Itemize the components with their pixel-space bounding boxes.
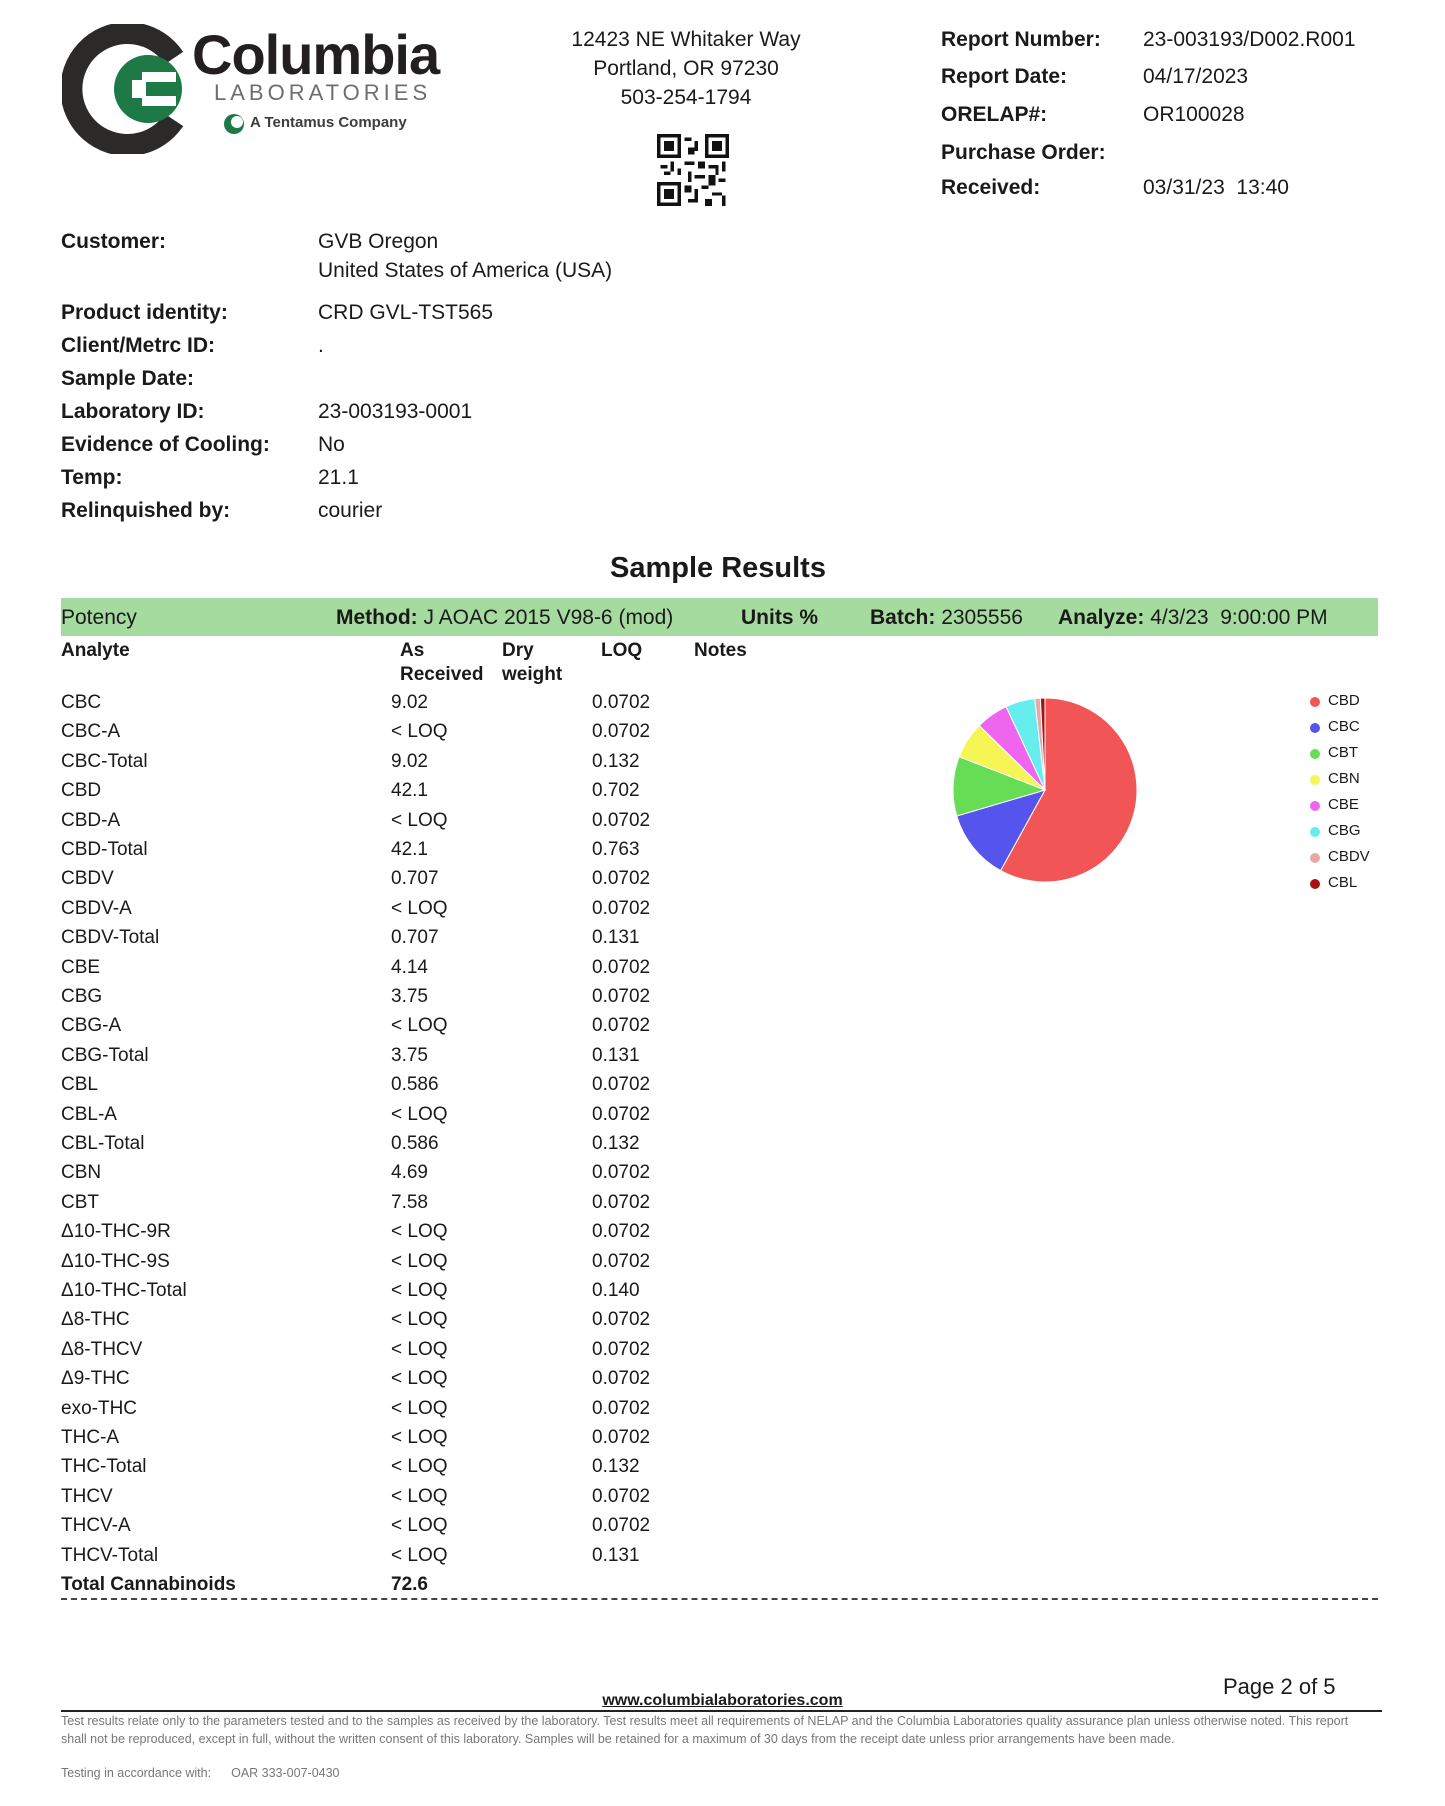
disclaimer-text: Test results relate only to the parameters tested and to the samples as received by the laboratory. Test results meet all requirements of NELAP and the Columbia Laboratories quality assurance plan unless otherwise noted. This report shall not be reproduced, except in full, without the written consent of this laboratory. Samples will be retained for a maximum of 30 days from the receipt date unless prior arrangements have been made.: [61, 1714, 1349, 1746]
analyte-cell: CBC-Total: [61, 750, 148, 772]
legend-label: CBL: [1328, 874, 1358, 891]
orelap-label: ORELAP#:: [941, 103, 1048, 126]
legend-label: CBC: [1328, 718, 1360, 735]
as-received-cell: < LOQ: [391, 1250, 448, 1272]
legend-item-cbc: [1300, 718, 1390, 744]
legend-item-cbdv: [1300, 848, 1390, 874]
cooling-value: No: [318, 433, 345, 456]
as-received-cell: 42.1: [391, 839, 428, 860]
product-identity-label: Product identity:: [61, 301, 228, 324]
loq-cell: 0.0702: [592, 897, 651, 919]
legend-label: CBE: [1328, 796, 1359, 813]
loq-cell: 0.0702: [592, 1515, 651, 1537]
batch-value: 2305556: [941, 606, 1023, 629]
analyte-cell: CBL: [61, 1074, 98, 1096]
loq-cell: 0.0702: [592, 1015, 651, 1037]
analyte-cell: Δ8-THC: [61, 1309, 130, 1331]
loq-cell: 0.132: [592, 750, 640, 772]
customer-name: GVB Oregon: [318, 230, 439, 253]
table-row: [61, 1015, 761, 1044]
loq-cell: 0.0702: [592, 1309, 651, 1331]
as-received-cell: < LOQ: [391, 1485, 448, 1507]
legend-dot-icon: [1310, 749, 1320, 759]
table-row: [61, 1545, 761, 1574]
loq-cell: 0.702: [592, 780, 640, 802]
table-row: [61, 780, 761, 809]
legend-item-cbe: [1300, 796, 1390, 822]
analyte-cell: CBG-Total: [61, 1044, 149, 1066]
sample-date-label: Sample Date:: [61, 367, 195, 390]
analyte-cell: CBL-Total: [61, 1133, 145, 1154]
analyte-cell: CBG-A: [61, 1015, 122, 1037]
table-row: [61, 927, 761, 956]
table-row: [61, 1074, 761, 1103]
as-received-cell: 0.586: [391, 1133, 439, 1154]
loq-cell: 0.0702: [592, 1368, 651, 1390]
analyte-cell: Δ9-THC: [61, 1368, 130, 1390]
loq-cell: 0.0702: [592, 1338, 651, 1360]
temp-value: 21.1: [318, 466, 359, 489]
table-row: [61, 868, 761, 897]
lab-address-street: 12423 NE Whitaker Way: [571, 28, 801, 51]
loq-cell: 0.0702: [592, 1427, 651, 1448]
analyte-cell: THCV-Total: [61, 1544, 159, 1566]
table-row: [61, 1192, 761, 1221]
as-received-cell: 4.69: [391, 1162, 428, 1184]
legend-dot-icon: [1310, 697, 1320, 707]
report-date-value: 04/17/2023: [1143, 65, 1249, 88]
table-row: [61, 986, 761, 1015]
as-received-cell: 9.02: [391, 750, 428, 772]
table-row: [61, 1221, 761, 1250]
loq-cell: 0.0702: [592, 1397, 651, 1419]
col-as-received-2: Received: [400, 664, 484, 685]
as-received-cell: 0.707: [391, 868, 439, 890]
page-number: Page 2 of 5: [1223, 1674, 1336, 1699]
as-received-cell: < LOQ: [391, 1397, 448, 1419]
purchase-order-label: Purchase Order:: [941, 141, 1106, 164]
as-received-cell: 9.02: [391, 692, 428, 713]
analyte-cell: Δ10-THC-9S: [61, 1250, 170, 1272]
report-number-value: 23-003193/D002.R001: [1143, 28, 1356, 51]
table-row: [61, 751, 761, 780]
units-label: Units %: [741, 606, 819, 629]
legend-item-cbd: [1300, 692, 1390, 718]
loq-cell: 0.0702: [592, 1221, 651, 1243]
analyte-cell: Δ8-THCV: [61, 1338, 143, 1360]
table-row: [61, 721, 761, 750]
analyte-cell: CBL-A: [61, 1103, 117, 1125]
legend-dot-icon: [1310, 827, 1320, 837]
as-received-cell: 3.75: [391, 986, 428, 1007]
analyte-cell: exo-THC: [61, 1397, 138, 1419]
as-received-cell: < LOQ: [391, 1103, 448, 1125]
analyte-cell: THC-A: [61, 1427, 120, 1448]
table-row: [61, 810, 761, 839]
table-row: [61, 1104, 761, 1133]
as-received-cell: < LOQ: [391, 1015, 448, 1037]
table-row: [61, 957, 761, 986]
analyte-cell: CBE: [61, 956, 101, 978]
as-received-cell: < LOQ: [391, 1544, 448, 1566]
table-divider: [61, 1598, 1378, 1600]
legend-label: CBG: [1328, 822, 1361, 839]
analyte-cell: CBG: [61, 986, 103, 1007]
table-row: [61, 1309, 761, 1338]
loq-cell: 0.0702: [592, 721, 651, 743]
table-row: [61, 1368, 761, 1397]
logo-tagline: A Tentamus Company: [250, 114, 407, 131]
legend-label: CBDV: [1328, 848, 1370, 865]
table-row: [61, 1162, 761, 1191]
table-row: [61, 692, 761, 721]
relinquished-label: Relinquished by:: [61, 499, 231, 522]
report-number-label: Report Number:: [941, 28, 1101, 51]
legend-dot-icon: [1310, 853, 1320, 863]
col-analyte: Analyte: [61, 640, 130, 661]
customer-label: Customer:: [61, 230, 167, 253]
received-value: 03/31/23 13:40: [1143, 176, 1289, 199]
potency-pie-chart: [940, 680, 1200, 900]
legend-item-cbt: [1300, 744, 1390, 770]
loq-cell: 0.132: [592, 1456, 640, 1478]
legend-dot-icon: [1310, 775, 1320, 785]
analyte-cell: CBC-A: [61, 721, 121, 743]
analyze-label: Analyze:: [1058, 606, 1145, 629]
legend-dot-icon: [1310, 723, 1320, 733]
method-value: J AOAC 2015 V98-6 (mod): [423, 606, 674, 629]
analyte-cell: CBT: [61, 1191, 99, 1213]
table-row: [61, 1133, 761, 1162]
table-row: [61, 1251, 761, 1280]
loq-cell: 0.140: [592, 1280, 640, 1301]
analyte-cell: CBDV: [61, 868, 114, 890]
analyte-cell: THCV-A: [61, 1515, 131, 1537]
as-received-cell: < LOQ: [391, 721, 448, 743]
method-info: [336, 606, 673, 630]
table-row: [61, 1398, 761, 1427]
cooling-label: Evidence of Cooling:: [61, 433, 270, 456]
batch-info: [870, 606, 1023, 630]
col-loq: LOQ: [601, 640, 643, 661]
loq-cell: 0.131: [592, 927, 640, 949]
table-row: [61, 898, 761, 927]
laboratory-id-label: Laboratory ID:: [61, 400, 205, 423]
method-label: Method:: [336, 606, 418, 629]
received-label: Received:: [941, 176, 1041, 199]
loq-cell: 0.0702: [592, 692, 651, 713]
as-received-cell: 42.1: [391, 780, 428, 802]
lab-phone: 503-254-1794: [620, 86, 752, 109]
client-metrc-label: Client/Metrc ID:: [61, 334, 216, 357]
batch-label: Batch:: [870, 606, 936, 629]
as-received-cell: 3.75: [391, 1044, 428, 1066]
compliance-value: OAR 333-007-0430: [231, 1766, 340, 1780]
legend-dot-icon: [1310, 801, 1320, 811]
qr-code-icon[interactable]: [657, 134, 729, 206]
analyte-cell: CBDV-A: [61, 897, 132, 919]
as-received-cell: < LOQ: [391, 1456, 448, 1478]
analyze-info: [1058, 606, 1328, 630]
potency-label: Potency: [61, 606, 137, 629]
compliance-label: Testing in accordance with:: [61, 1766, 212, 1780]
analyte-cell: Total Cannabinoids: [61, 1574, 236, 1595]
as-received-cell: < LOQ: [391, 1515, 448, 1537]
product-identity-value: CRD GVL-TST565: [318, 301, 494, 324]
columbia-logo-icon: [62, 24, 192, 154]
legend-item-cbl: [1300, 874, 1390, 900]
as-received-cell: < LOQ: [391, 897, 448, 919]
legend-label: CBT: [1328, 744, 1358, 761]
website-link[interactable]: www.columbialaboratories.com: [602, 1692, 843, 1709]
pie-legend: [1300, 692, 1390, 900]
col-dry-1: Dry: [502, 640, 534, 661]
analyte-cell: CBD: [61, 780, 102, 802]
legend-dot-icon: [1310, 879, 1320, 889]
table-row: [61, 1045, 761, 1074]
loq-cell: 0.0702: [592, 1250, 651, 1272]
col-dry-2: weight: [502, 664, 563, 685]
analyte-cell: Δ10-THC-Total: [61, 1280, 187, 1301]
loq-cell: 0.131: [592, 1544, 640, 1566]
loq-cell: 0.0702: [592, 1103, 651, 1125]
legend-label: CBN: [1328, 770, 1360, 787]
customer-country: United States of America (USA): [318, 259, 613, 282]
analyze-value: 4/3/23 9:00:00 PM: [1150, 606, 1328, 629]
as-received-cell: 72.6: [391, 1574, 428, 1595]
lab-address-city: Portland, OR 97230: [593, 57, 779, 80]
legend-item-cbg: [1300, 822, 1390, 848]
as-received-cell: 0.586: [391, 1074, 439, 1096]
loq-cell: 0.0702: [592, 809, 651, 831]
legend-label: CBD: [1328, 692, 1360, 709]
report-date-label: Report Date:: [941, 65, 1068, 88]
loq-cell: 0.0702: [592, 868, 651, 890]
logo-subtitle: LABORATORIES: [214, 80, 432, 105]
loq-cell: 0.763: [592, 839, 640, 860]
loq-cell: 0.0702: [592, 986, 651, 1007]
loq-cell: 0.0702: [592, 956, 651, 978]
as-received-cell: < LOQ: [391, 1280, 448, 1301]
as-received-cell: < LOQ: [391, 1368, 448, 1390]
col-notes: Notes: [694, 640, 747, 661]
col-as-received-1: As: [400, 640, 425, 661]
analyte-cell: CBD-A: [61, 809, 121, 831]
loq-cell: 0.131: [592, 1044, 640, 1066]
loq-cell: 0.0702: [592, 1191, 651, 1213]
logo-name: Columbia: [192, 23, 440, 86]
as-received-cell: < LOQ: [391, 1309, 448, 1331]
tentamus-icon: [222, 110, 248, 136]
analyte-cell: CBD-Total: [61, 839, 148, 860]
orelap-value: OR100028: [1143, 103, 1245, 126]
table-row: [61, 839, 761, 868]
as-received-cell: 7.58: [391, 1191, 428, 1213]
temp-label: Temp:: [61, 466, 123, 489]
loq-cell: 0.0702: [592, 1074, 651, 1096]
as-received-cell: 4.14: [391, 956, 428, 978]
laboratory-id-value: 23-003193-0001: [318, 400, 473, 423]
analyte-cell: CBDV-Total: [61, 927, 160, 949]
client-metrc-value: .: [318, 334, 324, 357]
as-received-cell: < LOQ: [391, 1427, 448, 1448]
as-received-cell: < LOQ: [391, 1338, 448, 1360]
analyte-cell: Δ10-THC-9R: [61, 1221, 171, 1243]
table-row: [61, 1486, 761, 1515]
analyte-cell: CBC: [61, 692, 102, 713]
loq-cell: 0.0702: [592, 1162, 651, 1184]
table-row: [61, 1280, 761, 1309]
results-title: Sample Results: [610, 552, 826, 584]
table-row: [61, 1339, 761, 1368]
analyte-cell: THCV: [61, 1485, 113, 1507]
relinquished-value: courier: [318, 499, 383, 522]
legend-item-cbn: [1300, 770, 1390, 796]
loq-cell: 0.132: [592, 1133, 640, 1154]
analyte-cell: CBN: [61, 1162, 102, 1184]
compliance-note: [61, 1766, 340, 1780]
analyte-cell: THC-Total: [61, 1456, 147, 1478]
table-row: [61, 1456, 761, 1485]
loq-cell: 0.0702: [592, 1485, 651, 1507]
table-row: [61, 1427, 761, 1456]
as-received-cell: < LOQ: [391, 809, 448, 831]
as-received-cell: 0.707: [391, 927, 439, 949]
table-row: [61, 1515, 761, 1544]
as-received-cell: < LOQ: [391, 1221, 448, 1243]
